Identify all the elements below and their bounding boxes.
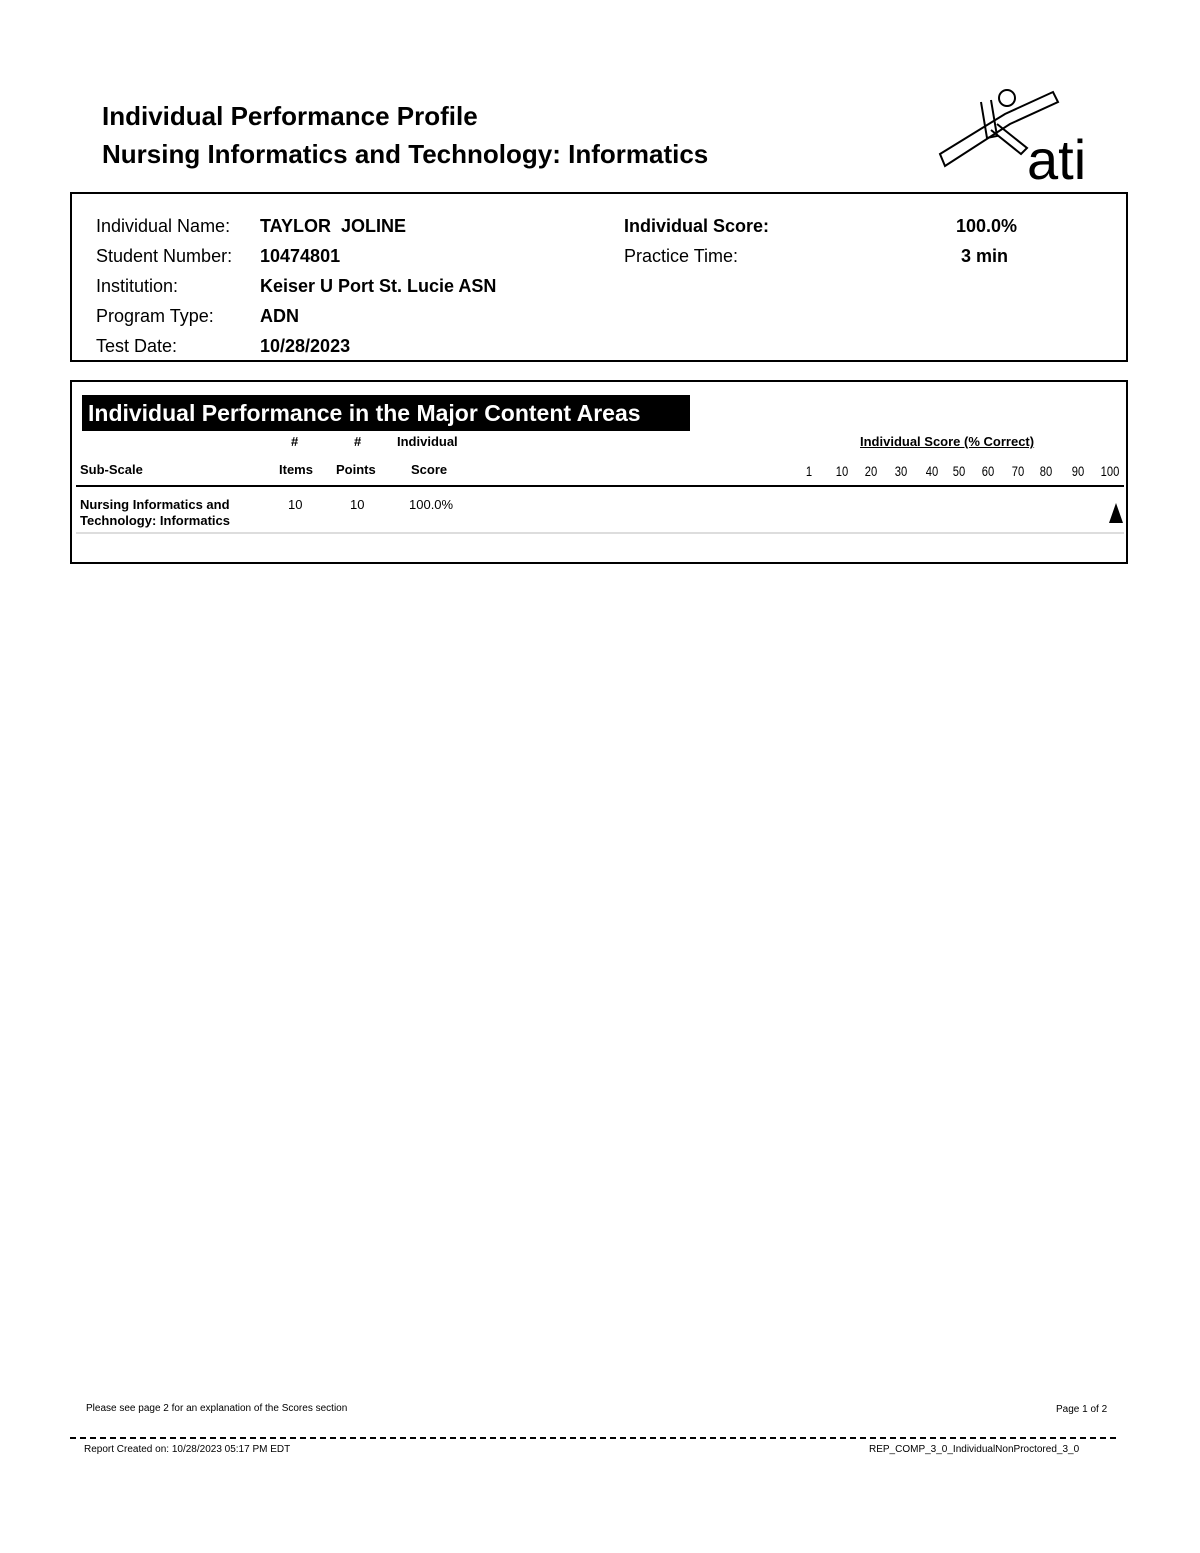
report-created: Report Created on: 10/28/2023 05:17 PM EDT (84, 1444, 291, 1455)
score-scale-title: Individual Score (% Correct) (860, 434, 1035, 449)
name-label: Individual Name: (96, 216, 231, 236)
student-number-value: 10474801 (260, 246, 341, 266)
practice-time-value: 3 min (961, 246, 1009, 266)
institution-value: Keiser U Port St. Lucie ASN (260, 276, 497, 296)
items-cell: 10 (288, 497, 303, 512)
practice-time-label: Practice Time: (624, 246, 739, 266)
header-divider (76, 485, 1124, 487)
scale-tick-label: 50 (952, 463, 966, 479)
points-cell: 10 (350, 497, 365, 512)
program-type-label: Program Type: (96, 306, 214, 326)
items-hash-header: # (291, 434, 299, 449)
student-number-label: Student Number: (96, 246, 233, 266)
scale-tick-label: 100 (1100, 463, 1120, 479)
scale-tick-label: 30 (894, 463, 908, 479)
scale-tick-label: 80 (1039, 463, 1053, 479)
page-number: Page 1 of 2 (1056, 1404, 1108, 1415)
footer-dashed-divider (70, 1437, 1116, 1439)
test-date-label: Test Date: (96, 336, 178, 356)
individual-score-value: 100.0% (956, 216, 1018, 236)
report-subtitle: Nursing Informatics and Technology: Informatics (102, 139, 709, 169)
subscale-name-line1: Nursing Informatics and (80, 497, 230, 512)
ati-logo-text: ati (1027, 128, 1087, 186)
subscale-header: Sub-Scale (80, 462, 143, 477)
scale-tick-label: 1 (805, 463, 813, 479)
program-type-value: ADN (260, 306, 299, 326)
performance-section-title: Individual Performance in the Major Content Areas (82, 395, 690, 431)
table-row (80, 497, 230, 529)
footer-note: Please see page 2 for an explanation of the Scores section (86, 1403, 348, 1414)
scale-tick-label: 10 (835, 463, 849, 479)
scale-tick-label: 40 (925, 463, 939, 479)
subscale-name-line2: Technology: Informatics (80, 513, 230, 528)
score-cell: 100.0% (409, 497, 454, 512)
row-divider (76, 532, 1124, 534)
scale-tick-label: 70 (1011, 463, 1025, 479)
scale-tick-label: 20 (864, 463, 878, 479)
points-header: Points (336, 462, 376, 477)
points-hash-header: # (354, 434, 362, 449)
individual-header: Individual (397, 434, 458, 449)
scale-tick-label: 60 (981, 463, 995, 479)
score-header: Score (411, 462, 448, 477)
individual-score-label: Individual Score: (624, 216, 770, 236)
name-value: TAYLOR JOLINE (260, 216, 407, 236)
score-marker-icon (1109, 503, 1123, 523)
scale-tick-label: 90 (1071, 463, 1085, 479)
test-date-value: 10/28/2023 (260, 336, 351, 356)
ati-logo (935, 86, 1105, 186)
report-title: Individual Performance Profile (102, 101, 478, 131)
institution-label: Institution: (96, 276, 179, 296)
report-id: REP_COMP_3_0_IndividualNonProctored_3_0 (869, 1444, 1080, 1455)
items-header: Items (279, 462, 313, 477)
